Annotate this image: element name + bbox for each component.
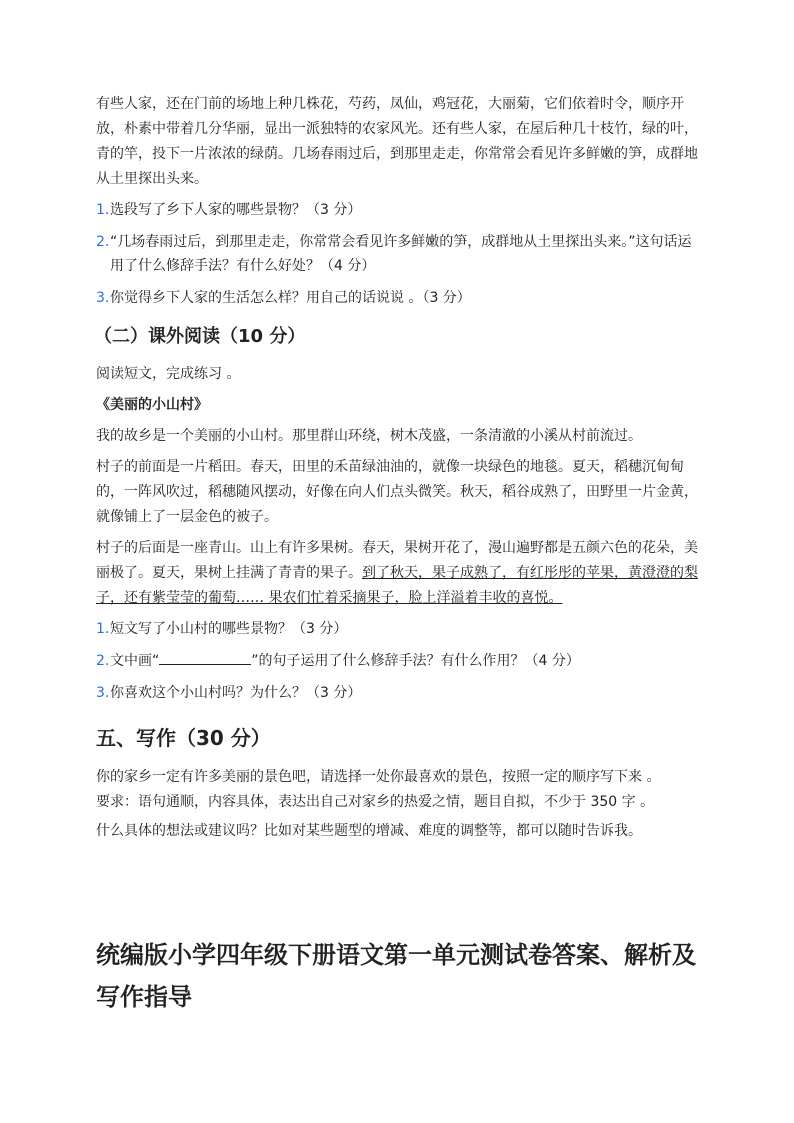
underline-blank xyxy=(159,650,251,665)
question-text: ”的句子运用了什么修辞手法？有什么作用？（4 分） xyxy=(251,653,580,669)
question-item xyxy=(96,198,700,222)
question-number: 2. xyxy=(96,653,110,669)
document-page xyxy=(96,92,700,850)
underlined-sentence: 到了秋天，果子成熟了，有红彤彤的苹果，黄澄澄的梨子，还有紫莹莹的葡萄…… 果农们忙着采摘果子，脸上洋溢着丰收的喜悦。 xyxy=(96,565,698,606)
article-paragraph xyxy=(96,536,700,611)
section-heading-writing: 五、写作（30 分） xyxy=(96,726,271,750)
article-title: 《美丽的小山村》 xyxy=(96,397,208,413)
writing-prompt-line: 你的家乡一定有许多美丽的景色吧，请选择一处你最喜欢的景色，按照一定的顺序写下来 。 xyxy=(96,769,661,785)
article-text: 村子的后面是一座青山。山上有许多果树。春天，果树开花了，漫山遍野都是五颜六色的花朵，美丽极了。夏天，果树上挂满了青青的果子。 xyxy=(96,540,698,581)
writing-prompt xyxy=(96,765,700,815)
article-paragraph: 村子的前面是一片稻田。春天，田里的禾苗绿油油的，就像一块绿色的地毯。夏天，稻穗沉甸甸的，一阵风吹过，稻穗随风摆动，好像在向人们点头微笑。秋天，稻谷成熟了，田野里一片金黄，就像铺上了一层金色的被子。 xyxy=(96,459,698,525)
answer-section-title: 统编版小学四年级下册语文第一单元测试卷答案、解析及写作指导 xyxy=(96,941,696,1011)
question-item xyxy=(96,617,700,641)
question-item xyxy=(96,286,700,310)
question-number: 2. xyxy=(96,234,110,250)
feedback-note: 什么具体的想法或建议吗？比如对某些题型的增减、难度的调整等，都可以随时告诉我。 xyxy=(96,823,642,839)
passage-paragraph: 有些人家，还在门前的场地上种几株花，芍药，凤仙，鸡冠花，大丽菊，它们依着时令，顺序开放，朴素中带着几分华丽，显出一派独特的农家风光。还有些人家，在屋后种几十枝竹，绿的叶，青的竿，投下一片浓浓的绿荫。几场春雨过后，到那里走走，你常常会看见许多鲜嫩的笋，成群地从土里探出头来。 xyxy=(96,96,698,187)
section-heading-extracurricular: （二）课外阅读（10 分） xyxy=(94,326,306,347)
question-item xyxy=(96,230,700,278)
question-number: 1. xyxy=(96,621,110,637)
question-number: 1. xyxy=(96,202,110,218)
question-number: 3. xyxy=(96,685,110,701)
question-text: 文中画“ xyxy=(110,653,160,669)
question-text: 你喜欢这个小山村吗？为什么？（3 分） xyxy=(110,685,362,701)
instruction-text: 阅读短文，完成练习 。 xyxy=(96,366,241,382)
article-paragraph: 我的故乡是一个美丽的小山村。那里群山环绕，树木茂盛，一条清澈的小溪从村前流过。 xyxy=(96,428,642,444)
question-number: 3. xyxy=(96,290,110,306)
question-text: 短文写了小山村的哪些景物？（3 分） xyxy=(110,621,348,637)
writing-requirement-line: 要求：语句通顺，内容具体，表达出自己对家乡的热爱之情，题目自拟，不少于 350 字 。 xyxy=(96,794,655,810)
question-text: 选段写了乡下人家的哪些景物？（3 分） xyxy=(110,202,362,218)
question-item xyxy=(96,681,700,705)
question-item xyxy=(96,649,700,673)
question-text: “几场春雨过后，到那里走走，你常常会看见许多鲜嫩的笋，成群地从土里探出头来。”这句话运用了什么修辞手法？有什么好处？（4 分） xyxy=(110,234,692,274)
question-text: 你觉得乡下人家的生活怎么样？用自己的话说说 。（3 分） xyxy=(110,290,471,306)
